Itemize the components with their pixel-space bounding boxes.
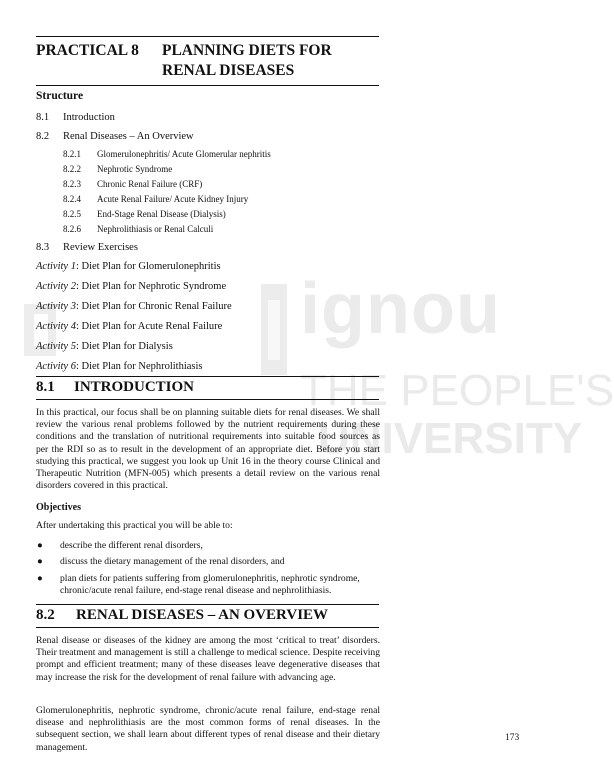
toc-item: 8.2 Renal Diseases – An Overview <box>36 131 194 142</box>
page-title <box>36 41 332 79</box>
activity-item: Activity 4: Diet Plan for Acute Renal Failure <box>36 321 223 332</box>
section-1-heading: 8.1 INTRODUCTION <box>36 379 195 395</box>
toc-item: 8.1 Introduction <box>36 112 115 123</box>
overview-paragraph-2: Glomerulonephritis, nephrotic syndrome, chronic/acute renal failure, end-stage renal disease and nephrolithiasis are the most common forms of renal diseases. In the subsequent section, we shall learn about different types of renal disease and their dietary management. <box>36 705 380 753</box>
activity-item: Activity 6: Diet Plan for Nephrolithiasis <box>36 361 203 372</box>
practical-number: PRACTICAL 8 <box>36 42 139 59</box>
toc-subitem: 8.2.4 Acute Renal Failure/ Acute Kidney Injury <box>63 194 249 204</box>
section-2-heading: 8.2 RENAL DISEASES – AN OVERVIEW <box>36 607 329 623</box>
toc-subitem: 8.2.3 Chronic Renal Failure (CRF) <box>63 179 203 189</box>
toc-subitem: 8.2.5 End-Stage Renal Disease (Dialysis) <box>63 209 226 219</box>
title-line-2: RENAL DISEASES <box>162 62 295 79</box>
watermark-brand: ignou <box>300 269 501 349</box>
section-2-bottom-rule <box>36 627 379 628</box>
activity-item: Activity 2: Diet Plan for Nephrotic Syndrome <box>36 281 227 292</box>
section-2-top-rule <box>36 604 379 605</box>
activity-item: Activity 1: Diet Plan for Glomerulonephritis <box>36 261 221 272</box>
watermark-tagline-2: UNIVERSITY <box>318 414 583 463</box>
section-1-top-rule <box>36 376 379 377</box>
activity-item: Activity 5: Diet Plan for Dialysis <box>36 341 173 352</box>
activity-item: Activity 3: Diet Plan for Chronic Renal Failure <box>36 301 232 312</box>
toc-subitem: 8.2.2 Nephrotic Syndrome <box>63 164 173 174</box>
toc-item: 8.3 Review Exercises <box>36 242 138 253</box>
watermark-tagline-1: THE PEOPLE'S <box>300 366 614 415</box>
overview-paragraph-1: Renal disease or diseases of the kidney are among the most ‘critical to treat’ disorders. Their treatment and management is still a challenge to medical science. Despite receiving prompt and efficient treatment; many of these diseases leave degenerative diseases that may increase the risk for the development of renal failure with advancing age. <box>36 635 380 683</box>
structure-heading: Structure <box>36 90 84 102</box>
page-content: PRACTICAL 8 PLANNING DIETS FOR RENAL DISEASES Structure 8.1 Introduction 8.2 Renal Diseases – An Overview 8.2.1 Glomerulonephritis/ Acute Glomerular nephritis 8.2.2 Nephrotic Syndrome 8.2.3 Chronic Renal Failure (CRF) 8.2.4 Acute Renal Failure/ Acute Kidney Injury 8.2.5 End-Stage Renal Disease (Dialysis) 8.2.6 Nephrolithiasis or Renal Calculi 8.3 Review Exercises Activity 1: Diet Plan for Glomerulonephritis Activity 2: Diet Plan for Nephrotic Syndrome Activity 3: Diet Plan for Chronic Renal Failure Activity 4: Diet Plan for Acute Renal Failure Activity 5: Diet Plan for Dialysis Activity 6: Diet Plan for Nephrolithiasis 8.1 INTRODUCTION In this practical, our focus shall be on planning suitable diets for renal diseases. We shall review the various renal problems followed by the nutrient requirements during these conditions and the translation of nutritional requirements into suitable food sources as per the RDI so as to result in the development of an appropriate diet. Before you start studying this practical, we suggest you look up Unit 16 in the theory course Clinical and Therapeutic Nutrition (MFN-005) which presents a detail review on the various renal disorders covered in this practical. Objectives After undertaking this practical you will be able to: ● describe the different renal disorders, ● discuss the dietary management of the renal disorders, and ● plan diets for patients suffering from glomerulonephritis, nephrotic syndrome, chronic/acute renal failure, end-stage renal disease and nephrolithiasis. 8.2 RENAL DISEASES – AN OVERVIEW Renal disease or diseases of the kidney are among the most ‘critical to treat’ disorders. Their treatment and management is still a challenge to medical science. Despite receiving prompt and efficient treatment; many of these diseases leave degenerative diseases that may increase the risk for the development of renal failure with advancing age. Glomerulonephritis, nephrotic syndrome, chronic/acute renal failure, end-stage renal disease and nephrolithiasis are the most common forms of renal diseases. In the subsequent section, we shall learn about different types of renal disease and their dietary management. 173 <box>0 0 550 777</box>
title-top-rule <box>36 36 379 37</box>
section-1-bottom-rule <box>36 399 379 400</box>
intro-paragraph: In this practical, our focus shall be on planning suitable diets for renal diseases. We shall review the various renal problems followed by the nutrient requirements during these conditions and the translation of nutritional requirements into suitable food sources as per the RDI so as to result in the development of an appropriate diet. Before you start studying this practical, we suggest you look up Unit 16 in the theory course Clinical and Therapeutic Nutrition (MFN-005) which presents a detail review on the various renal disorders covered in this practical. <box>36 407 380 492</box>
toc-subitem: 8.2.1 Glomerulonephritis/ Acute Glomerular nephritis <box>63 149 271 159</box>
objectives-heading: Objectives <box>36 502 81 513</box>
objectives-lead: After undertaking this practical you will be able to: <box>36 520 233 531</box>
toc-subitem: 8.2.6 Nephrolithiasis or Renal Calculi <box>63 224 214 234</box>
title-line-1: PLANNING DIETS FOR <box>162 42 332 59</box>
page-number: 173 <box>505 733 520 743</box>
title-bottom-rule <box>36 85 379 86</box>
